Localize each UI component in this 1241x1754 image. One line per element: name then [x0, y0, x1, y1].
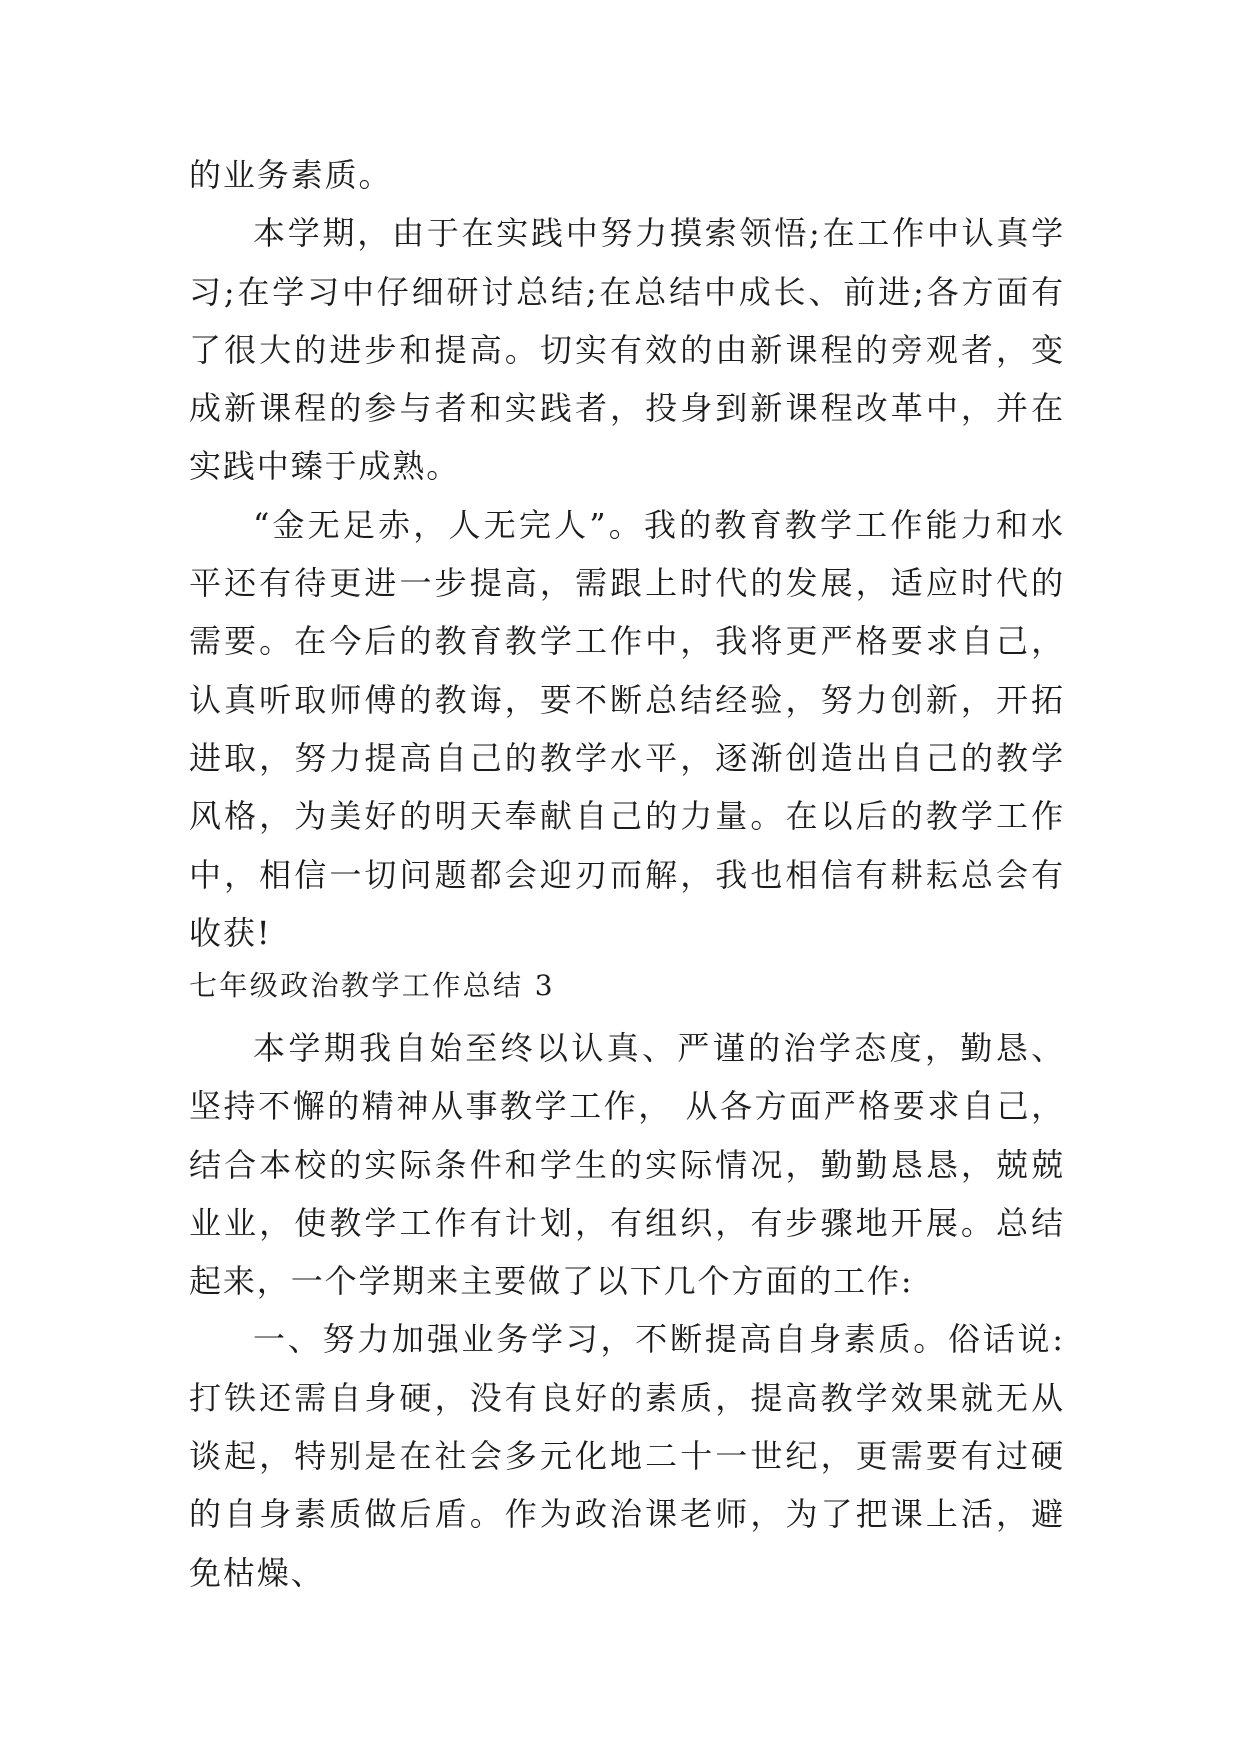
text-block-upper — [189, 146, 1065, 962]
paragraph-professional-study: 一、努力加强业务学习，不断提高自身素质。俗话说:打铁还需自身硬，没有良好的素质，提高教学效果就无从谈起，特别是在社会多元化地二十一世纪，更需要有过硬的自身素质做后盾。作为政治课老师，为了把课上活，避免枯燥、 — [189, 1320, 1065, 1592]
text-block-lower — [189, 1019, 1065, 1602]
section-heading-block — [189, 957, 1065, 1015]
paragraph-semester-progress: 本学期，由于在实践中努力摸索领悟;在工作中认真学习;在学习中仔细研讨总结;在总结中成长、前进;各方面有了很大的进步和提高。切实有效的由新课程的旁观者，变成新课程的参与者和实践者，投身到新课程改革中，并在实践中臻于成熟。 — [189, 214, 1065, 486]
paragraph-teaching-attitude: 本学期我自始至终以认真、严谨的治学态度，勤恳、坚持不懈的精神从事教学工作， 从各方面严格要求自己，结合本校的实际条件和学生的实际情况，勤勤恳恳，兢兢业业，使教学工作有计划，有组织，有步骤地开展。总结起来，一个学期来主要做了以下几个方面的工作: — [189, 1029, 1065, 1301]
paragraph-self-improvement: “金无足赤，人无完人”。我的教育教学工作能力和水平还有待更进一步提高，需跟上时代的发展，适应时代的需要。在今后的教育教学工作中，我将更严格要求自己，认真听取师傅的教诲，要不断总结经验，努力创新，开拓进取，努力提高自己的教学水平，逐渐创造出自己的教学风格，为美好的明天奉献自己的力量。在以后的教学工作中，相信一切问题都会迎刃而解，我也相信有耕耘总会有收获! — [189, 505, 1065, 952]
section-title: 七年级政治教学工作总结 3 — [189, 969, 555, 1002]
paragraph-continuation: 的业务素质。 — [189, 156, 393, 194]
